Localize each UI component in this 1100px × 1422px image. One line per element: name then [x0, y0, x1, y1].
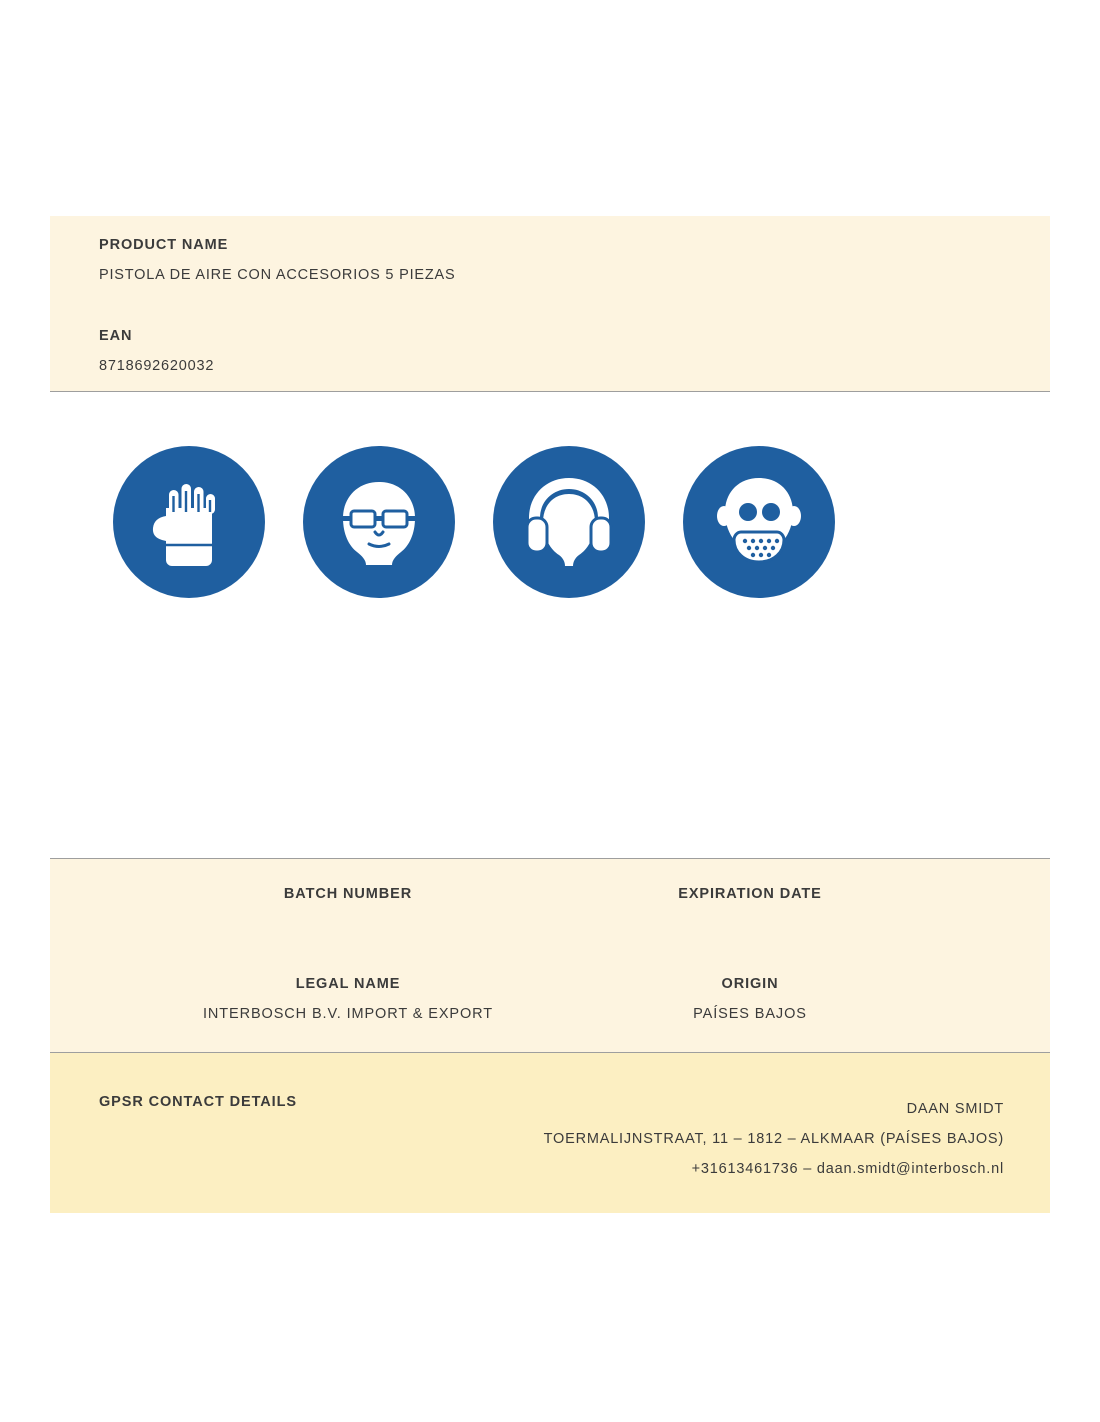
- legal-name-value: INTERBOSCH B.V. IMPORT & EXPORT: [202, 1006, 494, 1022]
- wear-ear-protection-icon: [493, 446, 645, 598]
- gpsr-contact-phone-email: +31613461736 – daan.smidt@interbosch.nl: [691, 1161, 1004, 1177]
- gpsr-contact-panel: [50, 1053, 1050, 1213]
- legal-name-label: LEGAL NAME: [295, 976, 401, 992]
- wear-eye-protection-icon: [303, 446, 455, 598]
- batch-number-label: BATCH NUMBER: [283, 886, 413, 902]
- ean-label: EAN: [99, 328, 133, 344]
- origin-label: ORIGIN: [721, 976, 779, 992]
- wear-respiratory-protection-icon: [683, 446, 835, 598]
- origin-value: PAÍSES BAJOS: [693, 1006, 807, 1022]
- safety-pictogram-row: [113, 446, 835, 598]
- gpsr-contact-details: [544, 1094, 1004, 1184]
- product-name-label: PRODUCT NAME: [99, 237, 229, 253]
- product-info-panel: [50, 216, 1050, 392]
- wear-protective-gloves-icon: [113, 446, 265, 598]
- expiration-date-label: EXPIRATION DATE: [678, 886, 822, 902]
- batch-legal-info-panel: [50, 858, 1050, 1053]
- gpsr-contact-name: DAAN SMIDT: [906, 1101, 1004, 1117]
- ean-value: 8718692620032: [99, 358, 215, 374]
- gpsr-contact-address: TOERMALIJNSTRAAT, 11 – 1812 – ALKMAAR (PAÍSES BAJOS): [543, 1131, 1004, 1147]
- product-name-value: PISTOLA DE AIRE CON ACCESORIOS 5 PIEZAS: [99, 267, 456, 283]
- gpsr-contact-label: GPSR CONTACT DETAILS: [99, 1094, 297, 1110]
